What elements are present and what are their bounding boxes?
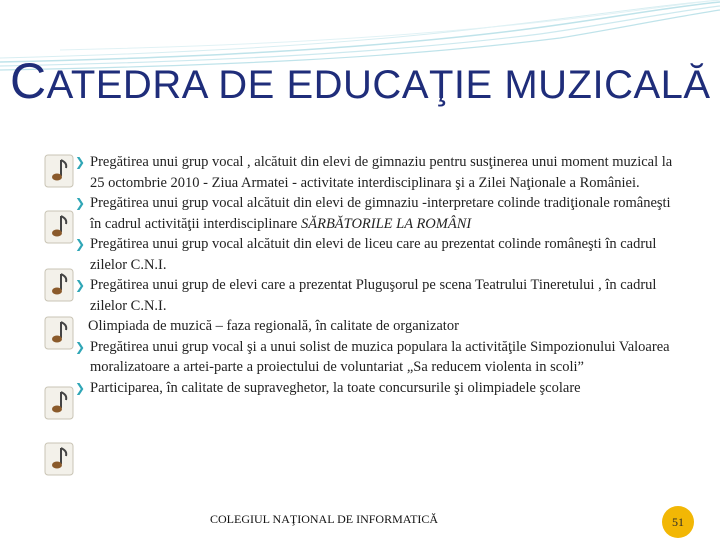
music-note-icon — [44, 210, 74, 244]
icon-column — [44, 150, 74, 480]
bullet-icon: ❯ — [75, 278, 86, 292]
music-note-icon — [44, 154, 74, 188]
list-item: ❯ Pregătirea unui grup vocal alcătuit din elevi de gimnaziu -interpretare colinde tradiţionale româneşti în cadrul activităţii interdisciplinare SĂRBĂTORILE LA ROMÂNI — [75, 195, 671, 232]
list-item: ❯ Pregătirea unui grup vocal , alcătuit din elevi de gimnaziu pentru susţinerea unui moment muzical la 25 octombrie 2010 - Ziua Armatei - activitate interdisciplinara şi a Zilei Naţionale a României. — [75, 154, 673, 191]
bullet-icon: ❯ — [75, 237, 86, 251]
list-item: ❯ Participarea, în calitate de supraveghetor, la toate concursurile şi olimpiadele şcolare — [78, 378, 678, 399]
bullet-icon: ❯ — [75, 339, 86, 354]
list-item: ❯ Pregătirea unui grup vocal alcătuit din elevi de liceu care au prezentat colinde româneşti în cadrul zilelor C.N.I. — [75, 236, 657, 273]
bullet-icon: ❯ — [75, 380, 86, 395]
footer-text: COLEGIUL NAŢIONAL DE INFORMATICĂ — [210, 512, 439, 526]
bullet-icon: ❯ — [75, 155, 86, 169]
activity-list — [75, 152, 678, 398]
list-item: ❯ Pregătirea unui grup vocal şi a unui solist de muzica populara la activităţile Simpozionului Valoarea moralizatoare a artei-parte a proiectului de voluntariat „Sa reducem violenta in scoli” — [75, 338, 670, 375]
music-note-icon — [44, 268, 74, 302]
slide-title — [10, 52, 710, 110]
title-first-letter: C — [10, 53, 47, 109]
music-note-icon — [44, 316, 74, 350]
list-item: ❯ Pregătirea unui grup de elevi care a prezentat Pluguşorul pe scena Teatrului Tineretului , în cadrul zilelor C.N.I. — [75, 277, 657, 314]
music-note-icon — [44, 442, 74, 476]
list-item: Olimpiada de muzică – faza regională, în calitate de organizator — [88, 318, 459, 334]
page-number-badge: 51 — [662, 506, 694, 538]
bullet-icon: ❯ — [75, 196, 86, 210]
title-rest: ATEDRA DE EDUCAŢIE MUZICALĂ — [46, 63, 711, 107]
music-note-icon — [44, 386, 74, 420]
